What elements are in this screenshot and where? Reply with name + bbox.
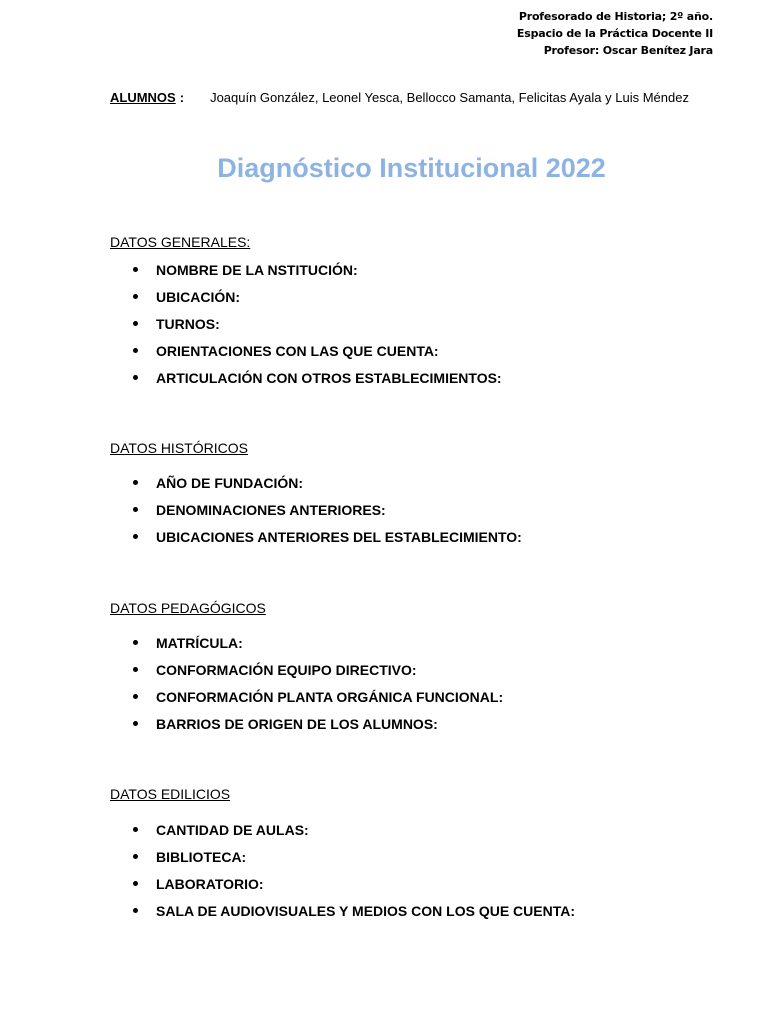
bullet-icon <box>133 480 138 485</box>
bullet-icon <box>133 294 138 299</box>
students-label: ALUMNOS <box>110 90 176 105</box>
bullet-icon <box>133 694 138 699</box>
list-item-label: CANTIDAD DE AULAS: <box>156 821 309 838</box>
list-item-label: BIBLIOTECA: <box>156 848 247 865</box>
bullet-icon <box>133 827 138 832</box>
bullet-icon <box>133 881 138 886</box>
bullet-icon <box>133 375 138 380</box>
list-item <box>130 469 522 496</box>
list-historicos <box>130 469 522 550</box>
section-heading-edilicios: DATOS EDILICIOS <box>110 786 231 802</box>
list-item <box>130 870 575 897</box>
list-item-label: DENOMINACIONES ANTERIORES: <box>156 501 386 518</box>
list-item <box>130 283 502 310</box>
course-line: Profesorado de Historia; 2º año. <box>518 10 713 23</box>
list-item-label: UBICACIÓN: <box>156 288 240 305</box>
list-generales <box>130 256 502 391</box>
bullet-icon <box>133 908 138 913</box>
practice-line: Espacio de la Práctica Docente II <box>516 27 713 40</box>
list-item <box>130 656 503 683</box>
list-item <box>130 683 503 710</box>
list-item <box>130 897 575 924</box>
list-edilicios <box>130 816 575 924</box>
section-heading-pedagogicos: DATOS PEDAGÓGICOS <box>110 600 266 616</box>
list-item-label: ARTICULACIÓN CON OTROS ESTABLECIMIENTOS: <box>156 369 502 386</box>
list-item-label: ORIENTACIONES CON LAS QUE CUENTA: <box>156 342 439 359</box>
list-item <box>130 364 502 391</box>
bullet-icon <box>133 721 138 726</box>
students-names: Joaquín González, Leonel Yesca, Bellocco Samanta, Felicitas Ayala y Luis Méndez <box>210 90 689 105</box>
bullet-icon <box>133 267 138 272</box>
list-item <box>130 310 502 337</box>
section-heading-generales: DATOS GENERALES: <box>110 234 251 250</box>
list-item <box>130 629 503 656</box>
course-header <box>517 8 713 59</box>
list-item <box>130 337 502 364</box>
list-item <box>130 496 522 523</box>
list-item <box>130 710 503 737</box>
list-item-label: TURNOS: <box>156 315 220 332</box>
document-title: Diagnóstico Institucional 2022 <box>217 153 606 183</box>
list-item-label: AÑO DE FUNDACIÓN: <box>156 474 303 491</box>
bullet-icon <box>133 348 138 353</box>
list-item-label: MATRÍCULA: <box>156 634 243 651</box>
list-item-label: LABORATORIO: <box>156 875 264 892</box>
list-pedagogicos <box>130 629 503 737</box>
list-item-label: SALA DE AUDIOVISUALES Y MEDIOS CON LOS QUE CUENTA: <box>156 902 576 919</box>
bullet-icon <box>133 667 138 672</box>
bullet-icon <box>133 640 138 645</box>
section-heading-historicos: DATOS HISTÓRICOS <box>110 440 248 456</box>
professor-line: Profesor: Oscar Benítez Jara <box>543 44 713 57</box>
bullet-icon <box>133 534 138 539</box>
list-item <box>130 523 522 550</box>
bullet-icon <box>133 321 138 326</box>
list-item-label: CONFORMACIÓN PLANTA ORGÁNICA FUNCIONAL: <box>156 688 504 705</box>
bullet-icon <box>133 854 138 859</box>
list-item-label: UBICACIONES ANTERIORES DEL ESTABLECIMIENTO: <box>156 528 522 545</box>
list-item <box>130 843 575 870</box>
list-item-label: BARRIOS DE ORIGEN DE LOS ALUMNOS: <box>156 715 438 732</box>
students-line <box>110 90 713 105</box>
list-item <box>130 816 575 843</box>
list-item-label: NOMBRE DE LA NSTITUCIÓN: <box>156 261 358 278</box>
list-item <box>130 256 502 283</box>
list-item-label: CONFORMACIÓN EQUIPO DIRECTIVO: <box>156 661 417 678</box>
bullet-icon <box>133 507 138 512</box>
students-separator: : <box>179 90 185 105</box>
